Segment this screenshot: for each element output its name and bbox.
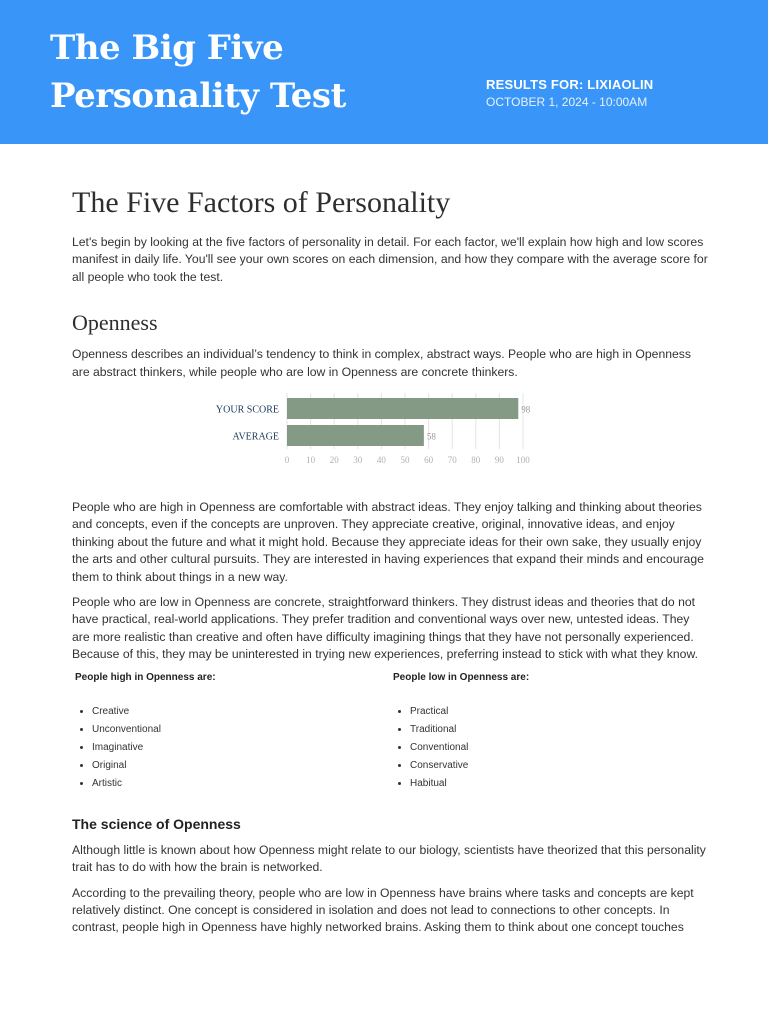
tick-label: 90 bbox=[494, 455, 504, 466]
tick-label: 10 bbox=[306, 455, 316, 466]
page-header bbox=[0, 0, 768, 144]
list-item: • Imaginative bbox=[92, 739, 375, 757]
results-date: OCTOBER 1, 2024 - 10:00AM bbox=[486, 95, 648, 109]
list-item: • Conservative bbox=[410, 757, 693, 775]
openness-description: Openness describes an individual’s tendency to think in complex, abstract ways. People who are high in Openness are abstract thinkers, while people who are low in Openness are concrete thinkers. bbox=[72, 347, 691, 379]
results-for-label: RESULTS FOR: LIXIAOLIN bbox=[486, 77, 654, 92]
tick-label: 0 bbox=[284, 455, 290, 466]
section-title: The Five Factors of Personality bbox=[72, 186, 451, 219]
tick-label: 80 bbox=[471, 455, 481, 466]
list-item: • Traditional bbox=[410, 721, 693, 739]
high-list-heading: People high in Openness are: bbox=[75, 671, 216, 683]
high-openness-list bbox=[75, 672, 375, 793]
tick-label: 70 bbox=[447, 455, 457, 466]
trait-lists bbox=[72, 672, 708, 802]
tick-label: 40 bbox=[376, 455, 386, 466]
report-content bbox=[72, 176, 708, 945]
low-list-heading: People low in Openness are: bbox=[393, 671, 530, 683]
data-label: 98 bbox=[521, 404, 531, 415]
science-paragraph-1: Although little is known about how Openness might relate to our biology, scientists have theorized that this personality trait has to do with how the brain is networked. bbox=[72, 842, 706, 875]
openness-low-paragraph: People who are low in Openness are concrete, straightforward thinkers. They distrust ideas and theories that do not have practical, real-world applications. They prefer tradition and conventional ways over new, untested ideas. They are more realistic than creative and often have difficulty imagining things that they have not personally experienced. Because of this, they may be uninterested in trying new experiences, preferring instead to stick with what they know. bbox=[72, 595, 698, 662]
list-item: • Habitual bbox=[410, 775, 693, 793]
data-label: 58 bbox=[426, 431, 436, 442]
intro-paragraph: Let's begin by looking at the five factors of personality in detail. For each factor, we'll explain how high and low scores manifest in daily life. You'll see your own scores on each dimension, and how they compare with the average score for all people who took the test. bbox=[72, 235, 708, 284]
science-paragraph-2: According to the prevailing theory, people who are low in Openness have brains where tasks and concepts are kept relatively distinct. One concept is considered in isolation and does not lead to connections to other concepts. In contrast, people high in Openness have highly networked brains. Asking them to think about one concept touches bbox=[72, 885, 694, 935]
tick-label: 50 bbox=[400, 455, 410, 466]
bar bbox=[287, 398, 518, 419]
openness-title: Openness bbox=[72, 310, 158, 336]
tick-label: 20 bbox=[329, 455, 339, 466]
tick-label: 30 bbox=[353, 455, 363, 466]
list-item: • Original bbox=[92, 757, 375, 775]
low-openness-list bbox=[393, 672, 693, 793]
list-item: • Creative bbox=[92, 703, 375, 721]
openness-score-chart bbox=[72, 389, 708, 489]
openness-high-paragraph: People who are high in Openness are comfortable with abstract ideas. They enjoy talking and thinking about theories and concepts, even if the concepts are unproven. They appreciate creative, original, innovative ideas, and enjoy thinking about the future and what it might hold. Because they appreciate ideas for their own sake, they usually enjoy the arts and other cultural pursuits. They are interested in having experiences that expand their minds and encourage them to think about things in a new way. bbox=[72, 500, 704, 584]
bar bbox=[287, 425, 424, 446]
tick-label: 60 bbox=[424, 455, 434, 466]
list-item: • Unconventional bbox=[92, 721, 375, 739]
tick-label: 100 bbox=[516, 455, 530, 466]
science-title: The science of Openness bbox=[72, 815, 241, 832]
list-item: • Artistic bbox=[92, 775, 375, 793]
list-item: • Conventional bbox=[410, 739, 693, 757]
category-label: YOUR SCORE bbox=[215, 404, 279, 416]
category-label: AVERAGE bbox=[232, 431, 279, 443]
score-chart-svg bbox=[72, 389, 708, 489]
page-title: The Big Five Personality Test bbox=[50, 28, 346, 116]
list-item: • Practical bbox=[410, 703, 693, 721]
